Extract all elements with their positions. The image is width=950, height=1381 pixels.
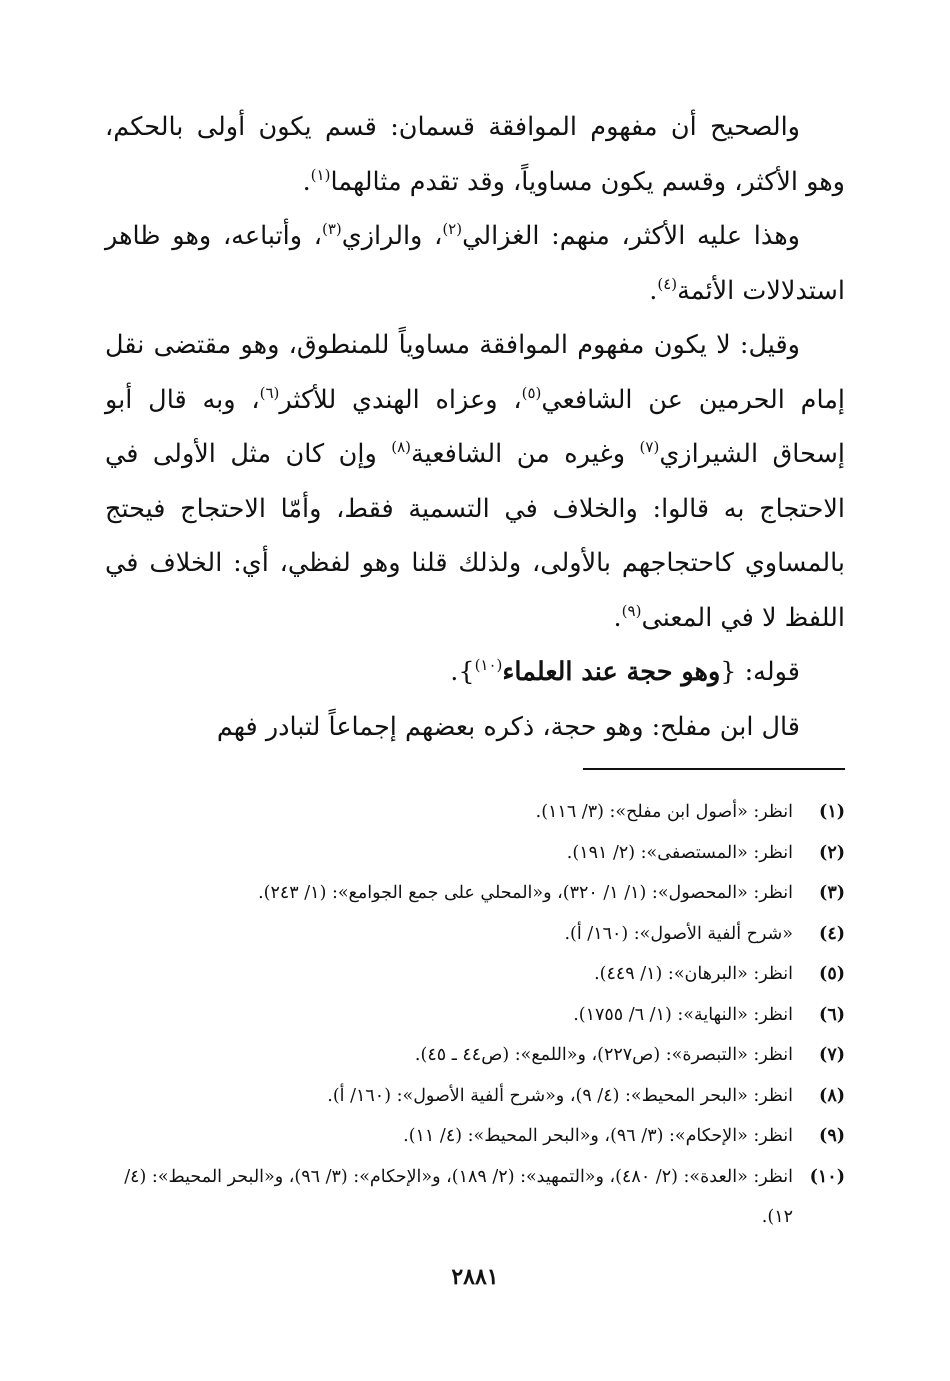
footnote-number: (١٠) [809, 1166, 845, 1187]
footnote-text: انظر: «أصول ابن مفلح»: (٣/ ١١٦). [535, 802, 793, 822]
text-segment: }. [450, 657, 475, 687]
text-segment: وغيره من الشافعية [411, 439, 640, 469]
text-segment: ، وأتباعه، وهو ظاهر استدلالات الأئمة [105, 221, 845, 306]
quoted-matn: وهو حجة عند العلماء [502, 657, 721, 687]
footnote [105, 1035, 845, 1076]
footnote-text: انظر: «النهاية»: (١/ ٦/ ١٧٥٥). [573, 1004, 793, 1025]
text-segment: . [613, 602, 622, 633]
paragraph [105, 700, 845, 755]
paragraph [105, 318, 845, 645]
footnote-ref: (٧) [639, 438, 660, 456]
footnote-text: انظر: «المستصفى»: (٢/ ١٩١). [566, 842, 793, 863]
footnote-ref: (٦) [259, 383, 280, 402]
footnote-ref: (٤) [657, 274, 678, 293]
footnote-ref: (٢) [442, 220, 463, 238]
text-segment: ، وعزاه الهندي للأكثر [279, 384, 522, 415]
text-segment: ، وبه قال أبو إسحاق الشيرازي [105, 384, 845, 469]
footnote-number: (٦) [819, 1004, 845, 1025]
text-segment: قوله: { [720, 657, 800, 687]
footnote-number: (٧) [819, 1045, 845, 1065]
text-segment: وهذا عليه الأكثر، منهم: الغزالي [462, 221, 800, 251]
text-segment: قال ابن مفلح: وهو حجة، ذكره بعضهم إجماعاً لتبادر فهم [216, 711, 800, 742]
text-segment: . [649, 275, 658, 306]
footnote-text: انظر: «المحصول»: (١/ ١/ ٣٢٠)، و«المحلي على جمع الجوامع»: (١/ ٢٤٣). [258, 883, 793, 903]
footnote-text: انظر: «البرهان»: (١/ ٤٤٩). [594, 964, 793, 984]
footnote-separator [583, 768, 845, 770]
footnote [105, 995, 845, 1036]
footnote-text: انظر: «العدة»: (٢/ ٤٨٠)، و«التمهيد»: (٢/ ١٨٩)، و«الإحكام»: (٣/ ٩٦)، و«البحر المحيط»: (٤/ ١٢). [124, 1166, 793, 1227]
footnote [105, 1157, 845, 1238]
paragraph [105, 209, 845, 318]
footnote [105, 914, 845, 955]
paragraph [105, 100, 845, 209]
footnote [105, 873, 845, 914]
text-segment: والصحيح أن مفهوم الموافقة قسمان: قسم يكون أولى بالحكم، وهو الأكثر، وقسم يكون مساوياً، وقد تقدم مثالهما [105, 112, 845, 197]
footnote-number: (٩) [819, 1126, 845, 1146]
footnote [105, 954, 845, 995]
footnote-text: انظر: «الإحكام»: (٣/ ٩٦)، و«البحر المحيط»: (٤/ ١١). [403, 1126, 793, 1146]
footnote [105, 792, 845, 833]
page-number: ٢٨٨١ [451, 1264, 499, 1290]
paragraph [105, 645, 845, 700]
footnote-number: (١) [819, 802, 845, 822]
footnote-number: (٤) [819, 923, 845, 944]
footnote-ref: (١) [310, 165, 331, 184]
footnote-ref: (٥) [521, 383, 542, 402]
text-segment: وإن كان مثل الأولى في الاحتجاج به قالوا: والخلاف في التسمية فقط، وأمّا الاحتجاج فيحتج بالمساوي كاحتجاجهم بالأولى، ولذلك قلنا وهو لفظي، أي: الخلاف في اللفظ لا في المعنى [105, 439, 845, 633]
footnote-number: (٢) [819, 842, 845, 863]
footnote-number: (٣) [819, 883, 845, 903]
footnote-number: (٨) [819, 1085, 845, 1106]
footnote-ref: (٩) [621, 601, 642, 620]
footnote-ref: (٣) [321, 220, 342, 238]
footnote [105, 833, 845, 874]
text-segment: ، والرازي [341, 221, 443, 251]
footnote-ref: (٨) [391, 438, 412, 456]
footnotes [105, 792, 845, 1238]
text-segment: . [302, 166, 311, 197]
footnote-number: (٥) [819, 964, 845, 984]
footnote-ref: (١٠) [474, 656, 503, 674]
footnote [105, 1076, 845, 1117]
text-segment: وقيل: لا يكون مفهوم الموافقة مساوياً للمنطوق، وهو مقتضى نقل إمام الحرمين عن الشافعي [105, 330, 845, 415]
footnote-text: انظر: «البحر المحيط»: (٤/ ٩)، و«شرح ألفية الأصول»: (١٦٠/ أ). [327, 1085, 793, 1106]
footnote-text: «شرح ألفية الأصول»: (١٦٠/ أ). [564, 923, 793, 944]
main-text [105, 100, 845, 754]
footnote-text: انظر: «التبصرة»: (ص٢٢٧)، و«اللمع»: (ص٤٤ ـ ٤٥). [414, 1045, 793, 1065]
footnote [105, 1116, 845, 1157]
